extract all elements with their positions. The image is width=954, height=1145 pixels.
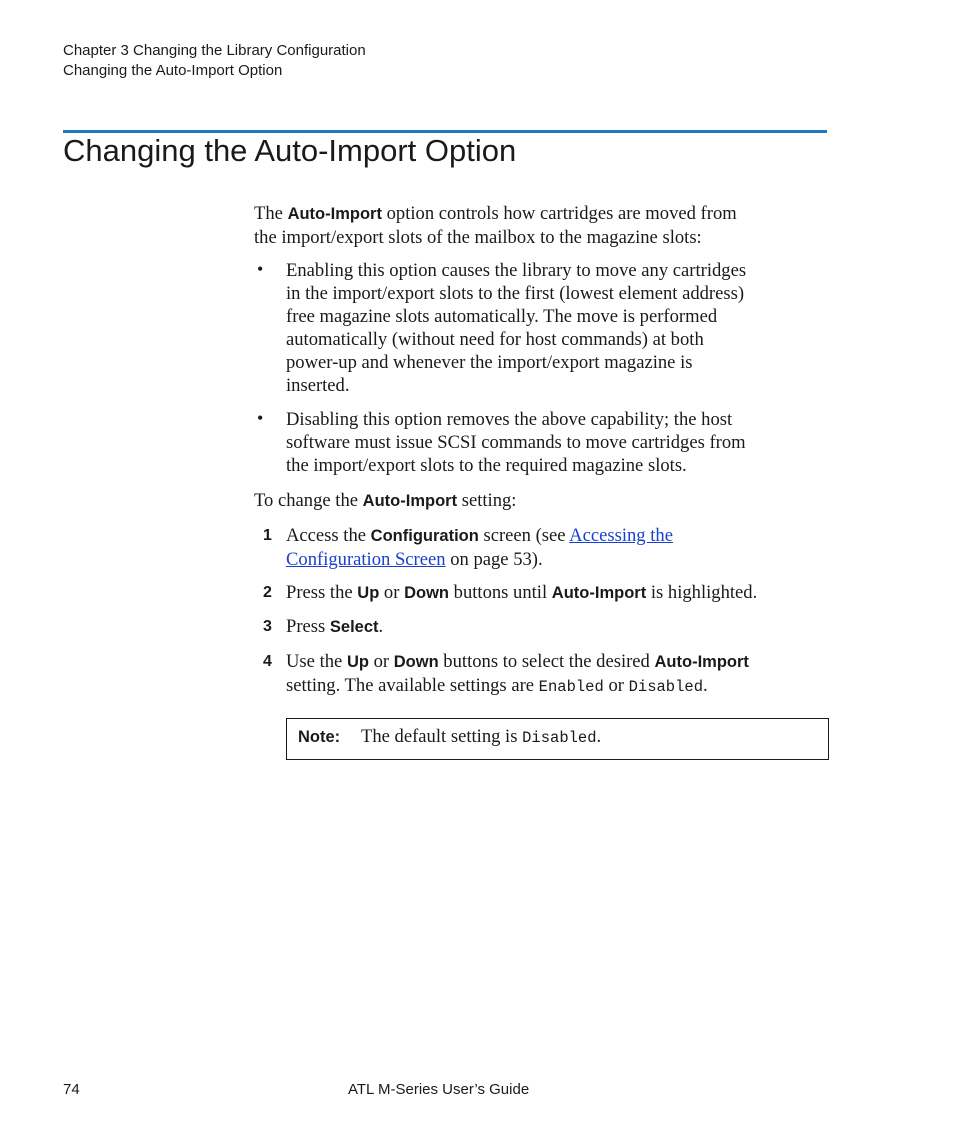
step-text: or — [603, 675, 629, 696]
intro-line-2: the import/export slots of the mailbox to the magazine slots: — [254, 227, 702, 248]
step-text: screen (see — [478, 525, 570, 546]
intro-text: The — [254, 203, 288, 224]
step-text: Press the — [286, 582, 358, 603]
step-number: 2 — [263, 584, 272, 601]
step-text: . — [378, 616, 384, 637]
intro-line-1 — [254, 202, 737, 226]
section-title: Changing the Auto-Import Option — [63, 133, 517, 168]
up-button-term: Up — [346, 653, 369, 671]
auto-import-term: Auto-Import — [362, 492, 458, 510]
bullet-line: software must issue SCSI commands to move cartridges from — [286, 432, 746, 453]
accessing-configuration-link[interactable]: Accessing the — [569, 525, 673, 546]
step-4-line-2 — [286, 674, 749, 699]
running-header-chapter: Chapter 3 Changing the Library Configuration — [63, 42, 366, 59]
step-1-line-1 — [286, 524, 673, 548]
step-1 — [286, 524, 673, 571]
note-box — [286, 718, 829, 760]
up-button-term: Up — [357, 584, 380, 602]
step-text: . — [703, 675, 708, 696]
down-button-term: Down — [393, 653, 439, 671]
step-text: or — [379, 582, 405, 603]
step-text: setting. The available settings are — [286, 675, 539, 696]
step-2 — [286, 581, 757, 605]
accessing-configuration-link-cont[interactable]: Configuration Screen — [286, 549, 446, 570]
enabled-value: Enabled — [538, 678, 604, 696]
down-button-term: Down — [404, 584, 449, 602]
step-number: 4 — [263, 653, 272, 670]
disabled-value: Disabled — [628, 678, 704, 696]
step-3 — [286, 615, 383, 639]
step-1-line-2 — [286, 548, 673, 571]
default-value: Disabled — [522, 729, 597, 747]
note-label: Note: — [298, 728, 341, 746]
bullet-marker: • — [257, 259, 264, 279]
bullet-marker: • — [257, 408, 264, 428]
step-text: Use the — [286, 651, 347, 672]
bullet-line: the import/export slots to the required magazine slots. — [286, 455, 687, 476]
page-number: 74 — [63, 1081, 80, 1098]
running-header-section: Changing the Auto-Import Option — [63, 62, 283, 79]
guide-title: ATL M-Series User’s Guide — [348, 1081, 530, 1098]
bullet-line: inserted. — [286, 375, 350, 396]
bullet-line: in the import/export slots to the first (lowest element address) — [286, 283, 745, 304]
select-button-term: Select — [329, 618, 379, 636]
step-number: 3 — [263, 618, 272, 635]
step-text: buttons to select the desired — [438, 651, 655, 672]
auto-import-term: Auto-Import — [551, 584, 647, 602]
bullet-line: Enabling this option causes the library to move any cartridges — [286, 260, 747, 281]
bullet-line: Disabling this option removes the above capability; the host — [286, 409, 733, 430]
step-text: Access the — [286, 525, 371, 546]
step-text: buttons until — [449, 582, 552, 603]
step-number: 1 — [263, 527, 272, 544]
step-text: or — [368, 651, 394, 672]
auto-import-term: Auto-Import — [287, 205, 382, 223]
change-text: To change the — [254, 490, 363, 511]
change-setting-intro — [254, 489, 516, 513]
change-text: setting: — [457, 490, 517, 511]
intro-paragraph — [254, 202, 737, 249]
bullet-line: free magazine slots automatically. The move is performed — [286, 306, 718, 327]
bullet-item-enabling — [286, 259, 746, 397]
intro-text: option controls how cartridges are moved from — [381, 203, 737, 224]
note-sentence: The default setting is — [361, 726, 523, 747]
bullet-line: power-up and whenever the import/export magazine is — [286, 352, 693, 373]
bullet-item-disabling — [286, 408, 746, 477]
step-text: Press — [286, 616, 330, 637]
step-text: on page 53). — [445, 549, 543, 570]
auto-import-term: Auto-Import — [654, 653, 749, 671]
note-sentence-end: . — [596, 726, 602, 747]
step-4 — [286, 650, 749, 699]
bullet-line: automatically (without need for host commands) at both — [286, 329, 704, 350]
step-4-line-1 — [286, 650, 749, 674]
configuration-term: Configuration — [370, 527, 479, 545]
note-text — [361, 725, 601, 750]
step-text: is highlighted. — [646, 582, 758, 603]
